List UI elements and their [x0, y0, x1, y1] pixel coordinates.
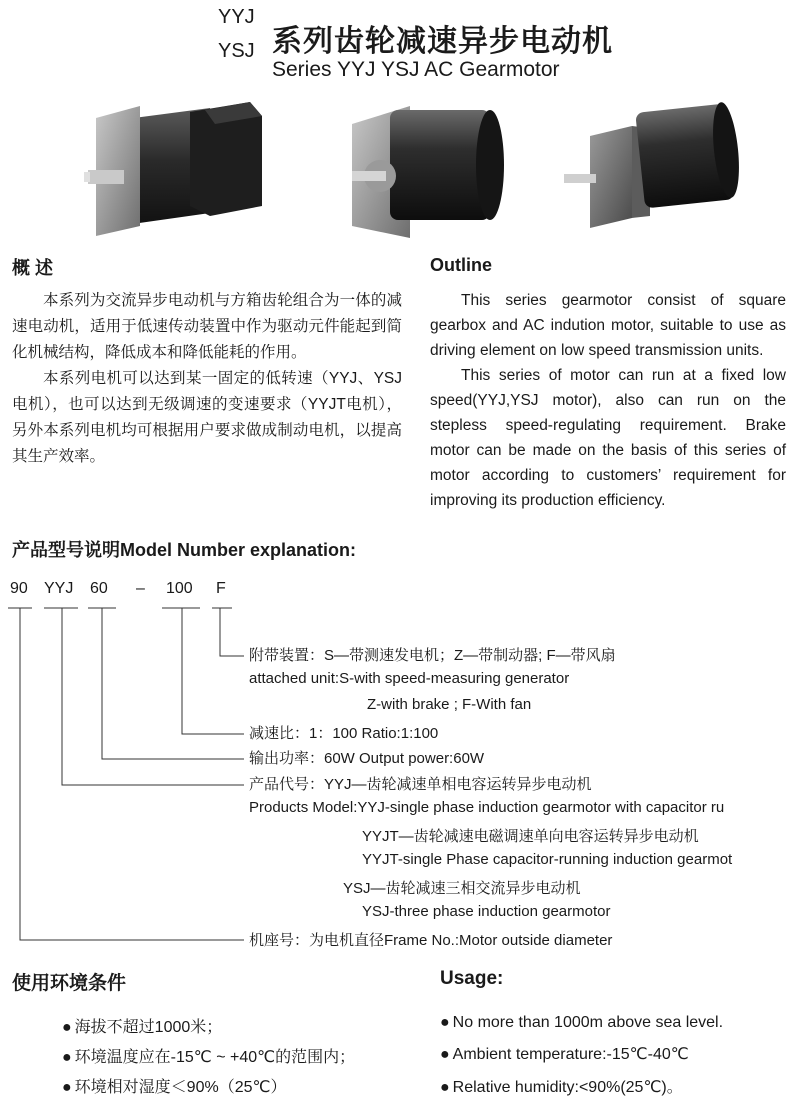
annotation-model-en: Products Model:YYJ-single phase induction gearmotor with capacitor ru [249, 799, 725, 816]
annotation-yyjt-cn: YYJT—齿轮减速电磁调速单向电容运转异步电动机 [362, 828, 699, 845]
annotation-power: 输出功率：60W Output power:60W [249, 750, 485, 767]
usage-item-en: ● Ambient temperature:-15℃-40℃ [440, 1044, 689, 1064]
model-number-heading: 产品型号说明Model Number explanation: [12, 540, 357, 560]
overview-paragraph-cn: 本系列电机可以达到某一固定的低转速（YYJ、YSJ电机），也可以达到无级调速的变速要求（YYJT电机），另外本系列电机均可根据用户要求做成制动电机，以提高其生产效率。 [12, 370, 402, 465]
overview-paragraph-en: This series of motor can run at a fixed low speed(YYJ,YSJ motor), also can run on the stepless speed-regulating requirement. Brake motor can be made on the basis of this series of motor according to customers’ requirement for improving its production efficiency. [430, 367, 786, 509]
series-code-yyj: YYJ [218, 6, 255, 28]
usage-item-en: ● Relative humidity:<90%(25℃)。 [440, 1074, 683, 1097]
title-chinese: 系列齿轮减速异步电动机 [272, 25, 613, 58]
code-part-ratio: 100 [166, 580, 193, 597]
code-part-unit: F [216, 580, 226, 597]
annotation-yyjt-en: YYJT-single Phase capacitor-running induction gearmot [362, 851, 733, 868]
annotation-attached-cn: 附带装置：S—带测速发电机；Z—带制动器; F—带风扇 [249, 647, 616, 664]
usage-heading-en: Usage: [440, 968, 504, 989]
code-part-model: YYJ [44, 580, 74, 597]
title-english: Series YYJ YSJ AC Gearmotor [272, 58, 560, 81]
annotation-attached-en-2: Z-with brake ; F-With fan [367, 696, 532, 713]
annotation-ysj-en: YSJ-three phase induction gearmotor [362, 903, 611, 920]
code-part-frame: 90 [10, 580, 28, 597]
usage-item-en: ● No more than 1000m above sea level. [440, 1014, 723, 1032]
code-part-dash: – [136, 580, 145, 597]
code-part-power: 60 [90, 580, 108, 597]
overview-paragraph-en: This series gearmotor consist of square gearbox and AC indution motor, suitable to use as driving element on low speed transmission units. [430, 292, 786, 359]
usage-item-cn: ● 环境温度应在-15℃ ~ +40℃的范围内； [62, 1044, 355, 1067]
annotation-ratio: 减速比：1：100 Ratio:1:100 [249, 725, 439, 742]
usage-item-cn: ● 环境相对湿度＜90%（25℃） [62, 1074, 286, 1097]
usage-item-cn: ● 海拔不超过1000米； [62, 1014, 222, 1037]
annotation-ysj-cn: YSJ—齿轮减速三相交流异步电动机 [343, 880, 581, 897]
overview-heading-en: Outline [430, 255, 492, 275]
annotation-model-cn: 产品代号：YYJ—齿轮减速单相电容运转异步电动机 [249, 776, 592, 793]
overview-heading-cn: 概 述 [12, 258, 54, 278]
annotation-frame: 机座号：为电机直径Frame No.:Motor outside diameter [249, 932, 613, 949]
overview-paragraph-cn: 本系列为交流异步电动机与方箱齿轮组合为一体的减速电动机，适用于低速传动装置中作为驱动元件能起到简化机械结构，降低成本和降低能耗的作用。 [12, 292, 402, 361]
usage-heading-cn: 使用环境条件 [12, 973, 127, 994]
annotation-attached-en: attached unit:S-with speed-measuring generator [249, 670, 570, 687]
series-code-ysj: YSJ [218, 40, 255, 62]
